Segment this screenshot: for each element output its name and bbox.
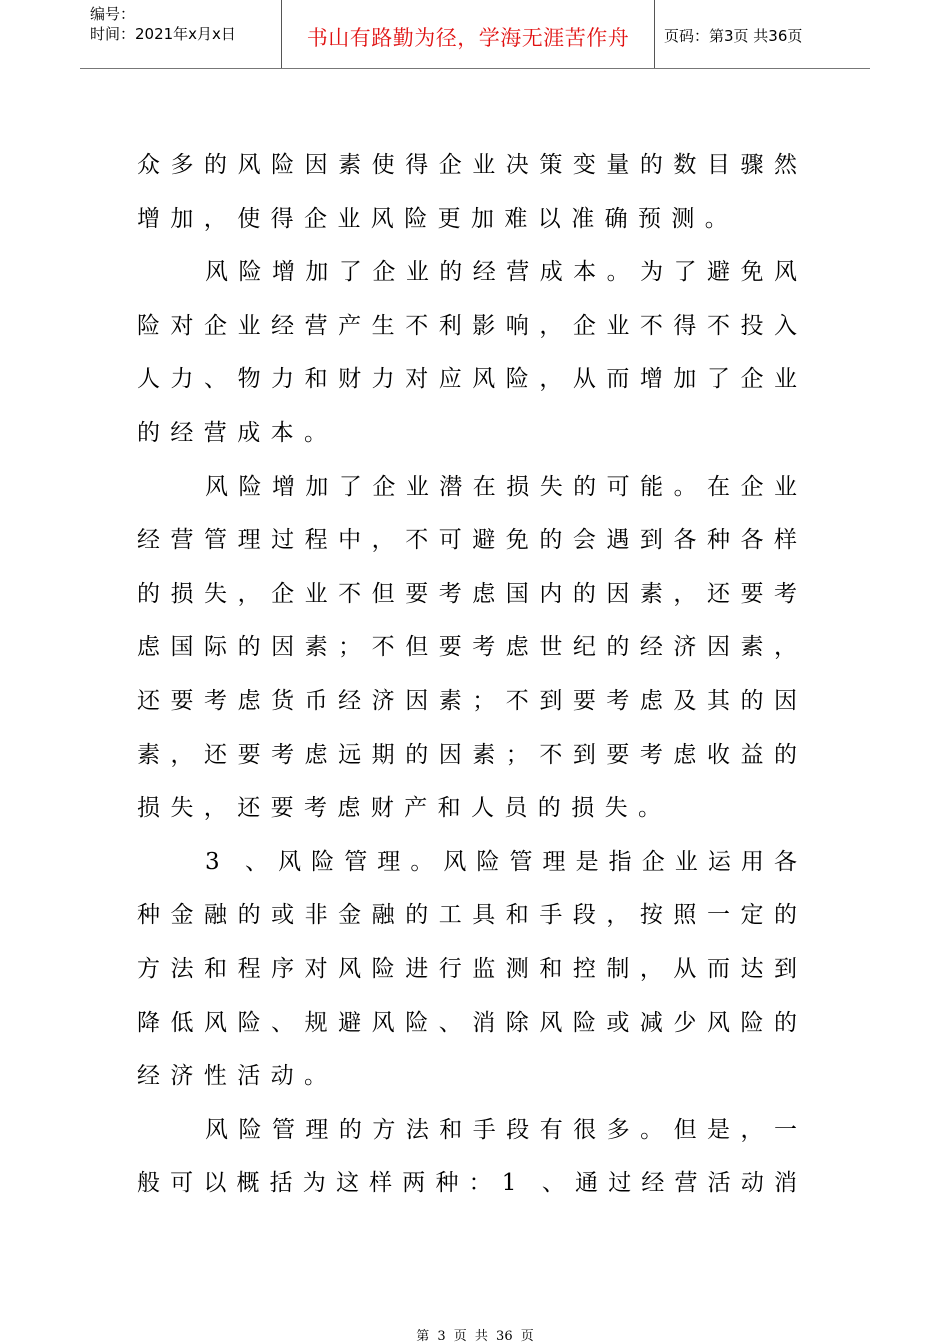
text-line: 种金融的或非金融的工具和手段，按照一定的: [137, 902, 805, 929]
text-line: 降低风险、规避风险、消除风险或减少风险的: [137, 1009, 805, 1036]
page-header: [80, 0, 870, 69]
header-meta: [90, 4, 236, 44]
text-line: 损失，还要考虑财产和人员的损失。: [137, 795, 672, 822]
page-footer: 第 3 页 共 36 页: [416, 1329, 534, 1344]
text-line: 还要考虑货币经济因素；不到要考虑及其的因: [137, 687, 805, 714]
text-line: 风险管理的方法和手段有很多。但是，一: [205, 1116, 805, 1143]
text-line: 虑国际的因素；不但要考虑世纪的经济因素，: [137, 634, 805, 661]
text-line: 3 、风险管理。风险管理是指企业运用各: [205, 848, 805, 875]
header-motto: 书山有路勤为径，学海无涯苦作舟: [306, 26, 630, 50]
text-line: 风险增加了企业的经营成本。为了避免风: [205, 259, 805, 286]
text-line: 的经营成本。: [137, 419, 338, 446]
header-page-info: 页码：第3页 共36页: [664, 27, 803, 45]
text-line: 素，还要考虑远期的因素；不到要考虑收益的: [137, 741, 805, 768]
text-line: 方法和程序对风险进行监测和控制，从而达到: [137, 955, 805, 982]
text-line: 风险增加了企业潜在损失的可能。在企业: [205, 473, 805, 500]
divider: [654, 0, 655, 68]
date-label: 时间：2021年x月x日: [90, 25, 236, 43]
number-label: 编号：: [90, 5, 136, 23]
text-line: 的损失，企业不但要考虑国内的因素，还要考: [137, 580, 805, 607]
document-body: [137, 146, 805, 1218]
text-line: 般可以概括为这样两种：1 、通过经营活动消: [137, 1170, 805, 1197]
text-line: 经营管理过程中，不可避免的会遇到各种各样: [137, 527, 805, 554]
text-line: 众多的风险因素使得企业决策变量的数目骤然: [137, 152, 805, 178]
text-line: 险对企业经营产生不利影响，企业不得不投入: [137, 312, 805, 339]
text-line: 增加，使得企业风险更加难以准确预测。: [137, 205, 739, 232]
text-line: 经济性活动。: [137, 1063, 338, 1090]
text-line: 人力、物力和财力对应风险，从而增加了企业: [137, 366, 805, 393]
